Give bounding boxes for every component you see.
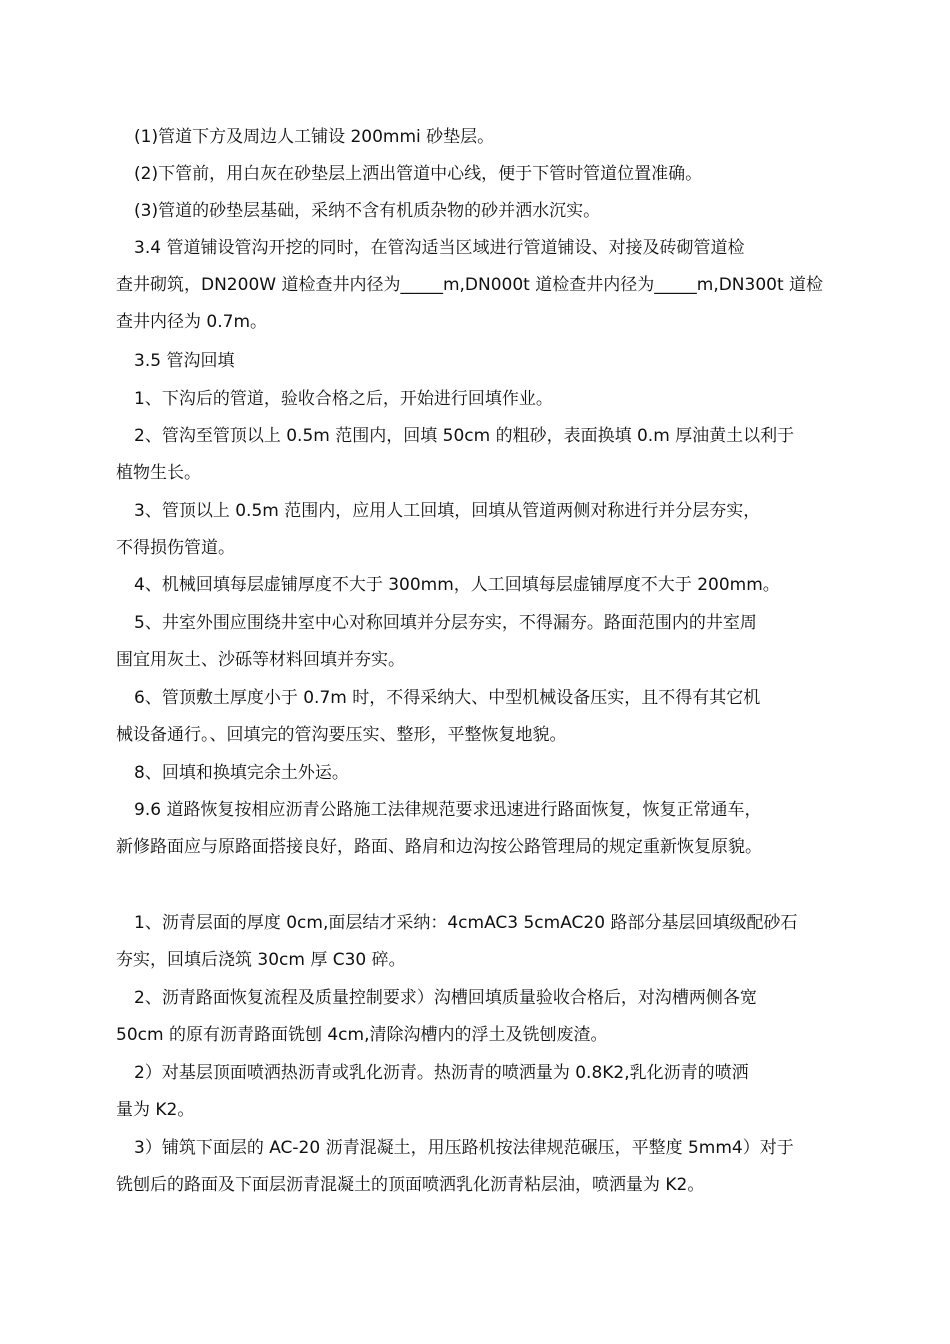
paragraph-asphalt-2 [116, 980, 846, 1054]
text-line: 围宜用灰土、沙砾等材料回填并夯实。 [116, 650, 405, 670]
text-line: 3.4 管道铺设管沟开挖的同时，在管沟适当区域进行管道铺设、对接及砖砌管道检 [134, 238, 745, 258]
paragraph-asphalt-step-2 [116, 1055, 846, 1129]
text-line: 4、机械回填每层虚铺厚度不大于 300mm，人工回填每层虚铺厚度不大于 200mm。 [134, 575, 780, 595]
paragraph-3-4 [116, 230, 846, 341]
text-line: 铣刨后的路面及下面层沥青混凝土的顶面喷洒乳化沥青粘层油，喷洒量为 K2。 [116, 1175, 705, 1195]
text-line: (2)下管前，用白灰在砂垫层上洒出管道中心线，便于下管时管道位置准确。 [134, 164, 703, 184]
paragraph-item-1 [116, 381, 846, 418]
text-line: (1)管道下方及周边人工铺设 200mmi 砂垫层。 [134, 127, 495, 147]
paragraph-9-6 [116, 792, 846, 866]
paragraph-2 [116, 156, 846, 193]
text-line: 3、管顶以上 0.5m 范围内，应用人工回填，回填从管道两侧对称进行并分层夯实， [134, 501, 761, 521]
paragraph-asphalt-step-3 [116, 1130, 846, 1204]
text-line: 查井砌筑，DN200W 道检查井内径为_____m,DN000t 道检查井内径为_____m,DN300t 道检 [116, 275, 824, 295]
text-line: 2、管沟至管顶以上 0.5m 范围内，回填 50cm 的粗砂，表面换填 0.m 厚油黄土以利于 [134, 426, 795, 446]
paragraph-item-2 [116, 418, 846, 492]
text-line: 夯实，回填后浇筑 30cm 厚 C30 碎。 [116, 950, 406, 970]
text-line: 3.5 管沟回填 [134, 351, 235, 371]
text-line: 2、沥青路面恢复流程及质量控制要求）沟槽回填质量验收合格后，对沟槽两侧各宽 [134, 988, 757, 1008]
text-line: (3)管道的砂垫层基础，采纳不含有机质杂物的砂并洒水沉实。 [134, 201, 601, 221]
text-line: 查井内径为 0.7m。 [116, 312, 267, 332]
paragraph-1 [116, 119, 846, 156]
section-heading-3-5 [116, 343, 846, 380]
text-line: 8、回填和换填完余土外运。 [134, 763, 349, 783]
text-line: 3）铺筑下面层的 AC-20 沥青混凝土，用压路机按法律规范碾压，平整度 5mm4）对于 [134, 1138, 794, 1158]
paragraph-asphalt-1 [116, 905, 846, 979]
text-line: 不得损伤管道。 [116, 538, 235, 558]
text-line: 量为 K2。 [116, 1100, 195, 1120]
text-line: 械设备通行。、回填完的管沟要压实、整形，平整恢复地貌。 [116, 725, 567, 745]
paragraph-item-5 [116, 605, 846, 679]
paragraph-item-4 [116, 567, 846, 604]
text-line: 9.6 道路恢复按相应沥青公路施工法律规范要求迅速进行路面恢复，恢复正常通车， [134, 800, 762, 820]
text-line: 2）对基层顶面喷洒热沥青或乳化沥青。热沥青的喷洒量为 0.8K2,乳化沥青的喷洒 [134, 1063, 749, 1083]
paragraph-item-3 [116, 493, 846, 567]
text-line: 5、井室外围应围绕井室中心对称回填并分层夯实，不得漏夯。路面范围内的井室周 [134, 613, 757, 633]
text-line: 1、沥青层面的厚度 0cm,面层结才采纳：4cmAC3 5cmAC20 路部分基层回填级配砂石 [134, 913, 798, 933]
text-line: 1、下沟后的管道，验收合格之后，开始进行回填作业。 [134, 389, 553, 409]
text-line: 植物生长。 [116, 463, 201, 483]
paragraph-3 [116, 193, 846, 230]
paragraph-item-6 [116, 680, 846, 754]
text-line: 新修路面应与原路面搭接良好，路面、路肩和边沟按公路管理局的规定重新恢复原貌。 [116, 837, 762, 857]
text-line: 50cm 的原有沥青路面铣刨 4cm,清除沟槽内的浮土及铣刨废渣。 [116, 1025, 608, 1045]
text-line: 6、管顶敷土厚度小于 0.7m 时，不得采纳大、中型机械设备压实，且不得有其它机 [134, 688, 761, 708]
paragraph-item-8 [116, 755, 846, 792]
